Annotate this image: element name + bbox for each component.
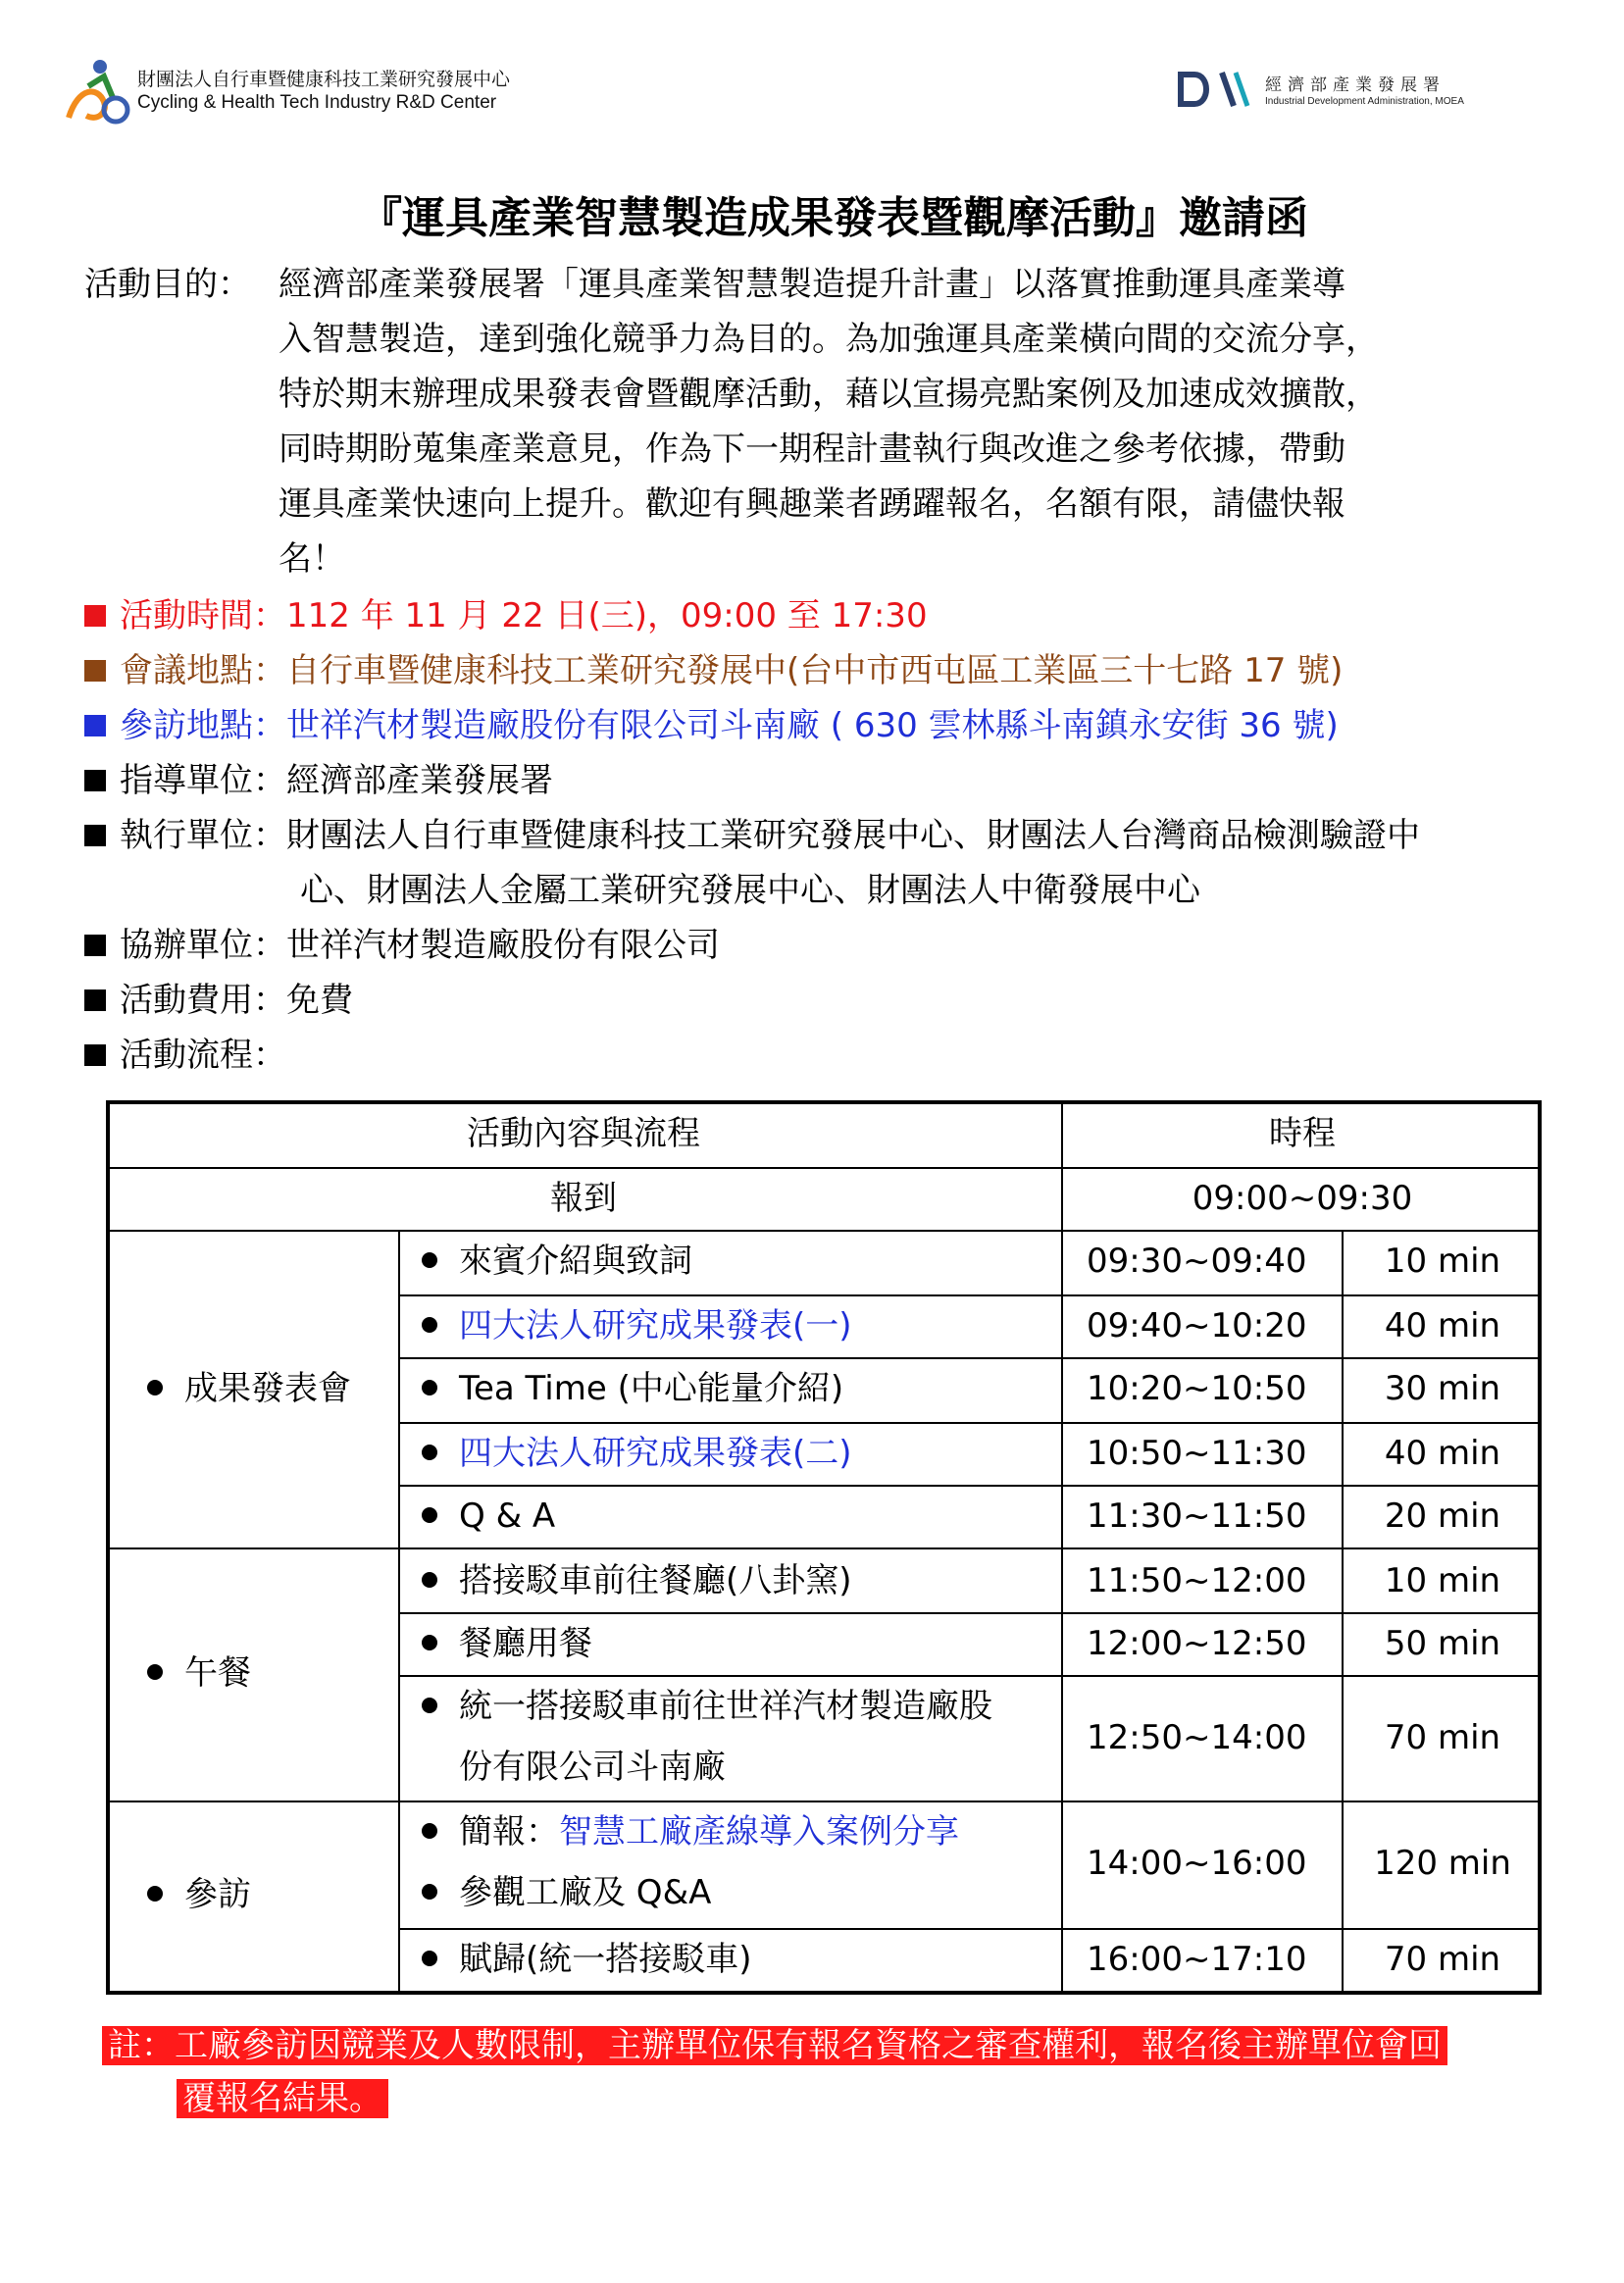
bullet-dot-icon [422,1884,437,1900]
purpose-line: 經濟部產業發展署「運具產業智慧製造提升計畫」以落實推動運具產業導 [279,265,1345,304]
item-value: 財團法人自行車暨健康科技工業研究發展中心、財團法人台灣商品檢測驗證中 [286,816,1420,855]
checkin-time: 09:00~09:30 [1192,1179,1413,1218]
table-row-time: 10:50~11:30 [1087,1434,1307,1473]
bullet-square-icon [84,715,106,736]
bullet-square-icon [84,825,106,846]
table-rule [398,1928,1542,1930]
bullet-square-icon [84,770,106,791]
bullet-dot-icon [422,1317,437,1333]
info-item-time [84,596,928,635]
left-org-name-en: Cycling & Health Tech Industry R&D Center [137,92,497,113]
table-row-activity-cont: 份有限公司斗南廠 [459,1748,726,1787]
table-rule [398,1294,1542,1296]
ida-moea-logo [1177,67,1569,116]
registration-note [102,2022,1447,2122]
table-rule [398,1612,1542,1614]
table-row-time: 09:40~10:20 [1087,1306,1307,1345]
table-row-duration: 20 min [1384,1497,1501,1536]
item-value: 自行車暨健康科技工業研究發展中(台中市西屯區工業區三十七路 17 號) [286,651,1344,690]
note-line: 註：工廠參訪因競業及人數限制，主辦單位保有報名資格之審查權利，報名後主辦單位會回 [102,2026,1447,2065]
item-label: 執行單位： [120,816,286,855]
table-row-duration: 40 min [1384,1434,1501,1473]
info-item-executor [84,816,1420,855]
table-rule [1061,1100,1063,1995]
table-rule [106,1801,1542,1802]
table-row-activity: 簡報：智慧工廠產線導入案例分享 [422,1812,959,1852]
table-rule [398,1675,1542,1677]
info-item-coorganizer [84,926,720,965]
purpose-line: 同時期盼蒐集產業意見，作為下一期程計畫執行與改進之參考依據，帶動 [279,430,1345,469]
purpose-line: 特於期末辦理成果發表會暨觀摩活動，藉以宣揚亮點案例及加速成效擴散， [279,375,1379,414]
bullet-square-icon [84,660,106,682]
item-label: 參訪地點： [120,706,286,745]
item-label: 活動費用： [120,981,286,1020]
item-label: 活動流程： [120,1036,286,1075]
item-label: 活動時間： [120,596,286,635]
table-row-time: 12:50~14:00 [1087,1718,1307,1757]
table-rule [398,1485,1542,1487]
item-label: 會議地點： [120,651,286,690]
purpose-line: 運具產業快速向上提升。歡迎有興趣業者踴躍報名，名額有限，請儘快報 [279,484,1345,524]
purpose-line: 名！ [279,539,345,579]
bullet-square-icon [84,935,106,956]
item-value: 經濟部產業發展署 [286,761,553,800]
table-row-duration: 10 min [1384,1561,1501,1600]
table-header-content: 活動內容與流程 [467,1114,700,1153]
bullet-dot-icon [422,1252,437,1268]
table-row-duration: 70 min [1384,1718,1501,1757]
table-row-activity: 四大法人研究成果發表(一) [422,1306,852,1345]
bullet-dot-icon [147,1886,163,1902]
table-row-time: 11:50~12:00 [1087,1561,1307,1600]
table-row-activity: 餐廳用餐 [422,1624,592,1663]
bullet-dot-icon [422,1572,437,1588]
table-row-time: 11:30~11:50 [1087,1497,1307,1536]
table-row-activity: 四大法人研究成果發表(二) [422,1434,852,1473]
right-org-name-en: Industrial Development Administration, MOEA [1265,96,1464,107]
purpose-line: 入智慧製造，達到強化競爭力為目的。為加強運具產業橫向間的交流分享， [279,320,1379,359]
table-row-duration: 70 min [1384,1940,1501,1979]
table-row-activity: 統一搭接駁車前往世祥汽材製造廠股 [422,1687,992,1726]
table-row-duration: 10 min [1384,1242,1501,1281]
item-value: 免費 [286,981,353,1020]
table-row-activity: Tea Time (中心能量介紹) [422,1369,843,1408]
table-row-time: 12:00~12:50 [1087,1624,1307,1663]
info-item-advisor [84,761,553,800]
table-header-time: 時程 [1269,1114,1336,1153]
info-item-venue [84,651,1343,690]
bullet-square-icon [84,989,106,1011]
cycling-center-logo [59,57,511,129]
table-row-activity: 參觀工廠及 Q&A [422,1873,711,1912]
table-row-activity: Q & A [422,1497,555,1536]
ida-logo-mark-icon [1177,67,1255,112]
table-rule [398,1230,400,1995]
table-rule [398,1357,1542,1359]
info-item-visit [84,706,1339,745]
checkin-label: 報到 [550,1179,617,1218]
info-item-executor-cont: 心、財團法人金屬工業研究發展中心、財團法人中衛發展中心 [300,871,1200,910]
item-value: 112 年 11 月 22 日(三)，09:00 至 17:30 [286,596,928,635]
table-rule [398,1422,1542,1424]
table-row-time: 14:00~16:00 [1087,1844,1307,1883]
agenda-table [106,1100,1542,1995]
purpose-label: 活動目的： [84,265,251,304]
table-rule [106,1547,1542,1549]
table-row-time: 09:30~09:40 [1087,1242,1307,1281]
table-row-duration: 50 min [1384,1624,1501,1663]
table-row-duration: 120 min [1374,1844,1511,1883]
section-label: 成果發表會 [147,1369,351,1408]
page-title: 『運具產業智慧製造成果發表暨觀摩活動』邀請函 [359,193,1308,243]
table-row-activity: 搭接駁車前往餐廳(八卦窯) [422,1561,852,1600]
bullet-dot-icon [422,1380,437,1395]
table-rule [106,1167,1542,1169]
bullet-dot-icon [422,1951,437,1966]
bullet-dot-icon [147,1380,163,1395]
info-item-fee [84,981,353,1020]
item-label: 指導單位： [120,761,286,800]
table-row-activity: 賦歸(統一搭接駁車) [422,1940,752,1979]
bullet-square-icon [84,1044,106,1066]
table-rule [106,1230,1542,1232]
item-label: 協辦單位： [120,926,286,965]
section-label: 參訪 [147,1875,251,1914]
cycling-rider-icon [59,57,133,129]
section-label: 午餐 [147,1653,251,1693]
table-row-duration: 30 min [1384,1369,1501,1408]
note-line: 覆報名結果。 [177,2079,388,2118]
bullet-dot-icon [422,1823,437,1839]
bullet-square-icon [84,605,106,627]
bullet-dot-icon [422,1445,437,1460]
bullet-dot-icon [422,1698,437,1713]
table-row-activity: 來賓介紹與致詞 [422,1242,692,1281]
bullet-dot-icon [422,1635,437,1650]
right-org-name-zh: 經濟部產業發展署 [1265,76,1446,95]
bullet-dot-icon [147,1664,163,1680]
item-value: 世祥汽材製造廠股份有限公司斗南廠 ( 630 雲林縣斗南鎮永安街 36 號) [286,706,1339,745]
table-row-duration: 40 min [1384,1306,1501,1345]
item-value: 世祥汽材製造廠股份有限公司 [286,926,720,965]
info-item-agenda [84,1036,286,1075]
left-org-name-zh: 財團法人自行車暨健康科技工業研究發展中心 [137,69,511,90]
table-row-time: 16:00~17:10 [1087,1940,1307,1979]
bullet-dot-icon [422,1507,437,1523]
table-row-time: 10:20~10:50 [1087,1369,1307,1408]
